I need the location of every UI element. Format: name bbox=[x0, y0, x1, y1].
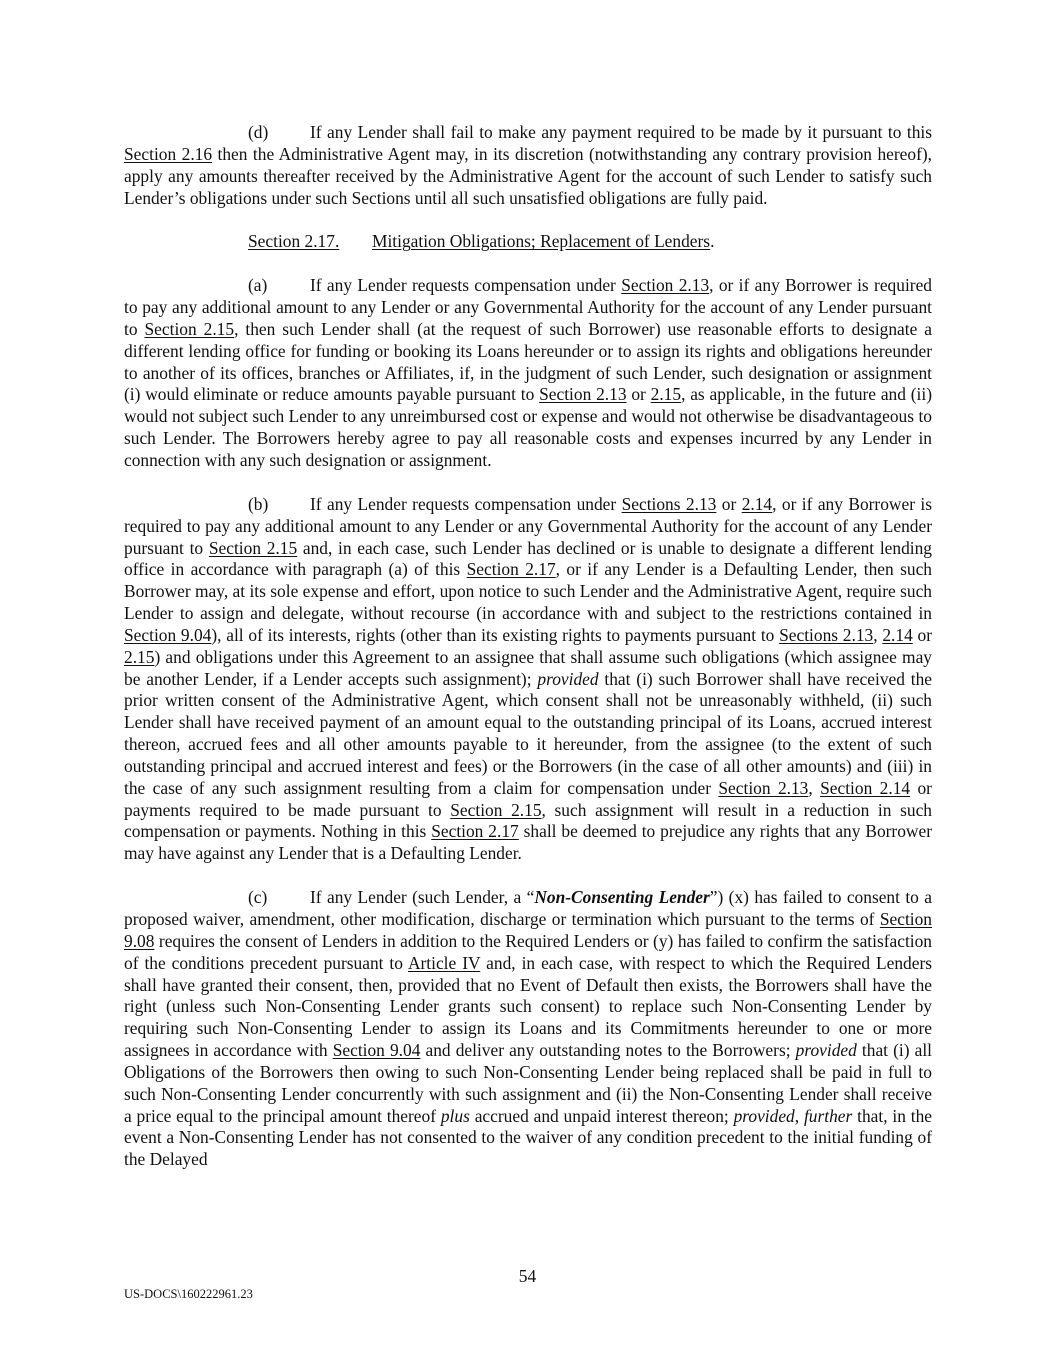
document-page bbox=[124, 122, 932, 1171]
section-reference: Section 2.15 bbox=[208, 537, 298, 558]
proviso-term: provided bbox=[795, 1040, 857, 1061]
section-reference: Section 2.13 bbox=[718, 777, 809, 798]
section-reference: Section 2.17 bbox=[431, 821, 519, 842]
emphasis-term: further bbox=[803, 1105, 853, 1126]
paragraph-label: (b) bbox=[248, 493, 269, 514]
article-reference: Article IV bbox=[407, 952, 481, 973]
section-reference: Section 2.16 bbox=[124, 143, 213, 164]
section-reference: Section 2.15 bbox=[450, 799, 542, 820]
paragraph-b: (b) If any Lender requests compensation under Sections 2.13 or 2.14, or if any Borrower is required to pay any additional amount to any Lender or any Governmental Authority for the account of any Lender pursuant to Section 2.15 and, in each case, such Lender has declined or is unable to designate a different lending office in accordance with paragraph (a) of this Section 2.17, or if any Lender is a Defaulting Lender, then such Borrower may, at its sole expense and effort, upon notice to such Lender and the Administrative Agent, require such Lender to assign and delegate, without recourse (in accordance with and subject to the restrictions contained in Section 9.04), all of its interests, rights (other than its existing rights to payments pursuant to Sections 2.13, 2.14 or 2.15) and obligations under this Agreement to an assignee that shall assume such obligations (which assignee may be another Lender, if a Lender accepts such assignment); provided that (i) such Borrower shall have received the prior written consent of the Administrative Agent, which consent shall not be unreasonably withheld, (ii) such Lender shall have received payment of an amount equal to the outstanding principal of its Loans, accrued interest thereon, accrued fees and all other amounts payable to it hereunder, from the assignee (to the extent of such outstanding principal and accrued interest and fees) or the Borrowers (in the case of all other amounts) and (iii) in the case of any such assignment resulting from a claim for compensation under Section 2.13, Section 2.14 or payments required to be made pursuant to Section 2.15, such assignment will result in a reduction in such compensation or payments. Nothing in this Section 2.17 shall be deemed to prejudice any rights that any Borrower may have against any Lender that is a Defaulting Lender. bbox=[124, 493, 933, 864]
emphasis-term: plus bbox=[440, 1105, 470, 1126]
section-reference: 2.14 bbox=[741, 493, 773, 514]
section-reference: Section 2.13 bbox=[539, 384, 627, 405]
section-reference: Section 2.14 bbox=[820, 777, 911, 798]
paragraph-label: (c) bbox=[248, 887, 268, 908]
section-reference: Section 2.13 bbox=[621, 275, 710, 296]
section-reference: 2.14 bbox=[882, 624, 913, 645]
section-number: Section 2.17. bbox=[248, 231, 340, 252]
section-reference: Sections 2.13 bbox=[779, 624, 874, 645]
section-title: Mitigation Obligations; Replacement of Lenders bbox=[372, 231, 711, 252]
section-reference: Section 9.04 bbox=[124, 624, 212, 645]
document-id: US-DOCS\160222961.23 bbox=[124, 1287, 253, 1301]
paragraph-label: (d) bbox=[248, 122, 269, 142]
section-reference: 2.15 bbox=[650, 384, 682, 405]
paragraph-label: (a) bbox=[248, 275, 268, 296]
section-reference: Section 2.15 bbox=[144, 318, 235, 339]
section-heading: Section 2.17. Mitigation Obligations; Replacement of Lenders. bbox=[248, 231, 715, 252]
section-reference: Section 9.04 bbox=[332, 1040, 421, 1061]
paragraph-c: (c) If any Lender (such Lender, a “Non-Consenting Lender”) (x) has failed to consent to a proposed waiver, amendment, other modification, discharge or termination which pursuant to the terms of Section 9.08 requires the consent of Lenders in addition to the Required Lenders or (y) has failed to confirm the satisfaction of the conditions precedent pursuant to Article IV and, in each case, with respect to which the Required Lenders shall have granted their consent, then, provided that no Event of Default then exists, the Borrowers shall have the right (unless such Non-Consenting Lender grants such consent) to replace such Non-Consenting Lender by requiring such Non-Consenting Lender to assign its Loans and its Commitments hereunder to one or more assignees in accordance with Section 9.04 and deliver any outstanding notes to the Borrowers; provided that (i) all Obligations of the Borrowers then owing to such Non-Consenting Lender being replaced shall be paid in full to such Non-Consenting Lender concurrently with such assignment and (ii) the Non-Consenting Lender shall receive a price equal to the principal amount thereof plus accrued and unpaid interest thereon; provided, further that, in the event a Non-Consenting Lender has not consented to the waiver of any condition precedent to the initial funding of the Delayed bbox=[124, 887, 933, 1170]
paragraph-a: (a) If any Lender requests compensation under Section 2.13, or if any Borrower is required to pay any additional amount to any Lender or any Governmental Authority for the account of any Lender pursuant to Section 2.15, then such Lender shall (at the request of such Borrower) use reasonable efforts to designate a different lending office for funding or booking its Loans hereunder or to assign its rights and obligations hereunder to another of its offices, branches or Affiliates, if, in the judgment of such Lender, such designation or assignment (i) would eliminate or reduce amounts payable pursuant to Section 2.13 or 2.15, as applicable, in the future and (ii) would not subject such Lender to any unreimbursed cost or expense and would not otherwise be disadvantageous to such Lender. The Borrowers hereby agree to pay all reasonable costs and expenses incurred by any Lender in connection with any such designation or assignment. bbox=[124, 275, 932, 470]
proviso-term: provided bbox=[537, 668, 599, 689]
paragraph-d: (d) If any Lender shall fail to make any payment required to be made by it pursuant to this Section 2.16 then the Administrative Agent may, in its discretion (notwithstanding any contrary provision hereof), apply any amounts thereafter received by the Administrative Agent for the account of such Lender to satisfy such Lender’s obligations under such Sections until all such unsatisfied obligations are fully paid. bbox=[124, 122, 932, 208]
section-reference: Section 9.08 bbox=[124, 909, 932, 951]
page-number: 54 bbox=[518, 1266, 537, 1286]
section-reference: Section 2.17 bbox=[466, 559, 556, 580]
proviso-term: provided bbox=[733, 1105, 795, 1126]
section-reference: 2.15 bbox=[124, 646, 155, 667]
defined-term: Non-Consenting Lender bbox=[534, 887, 710, 908]
section-reference: Sections 2.13 bbox=[621, 493, 717, 514]
